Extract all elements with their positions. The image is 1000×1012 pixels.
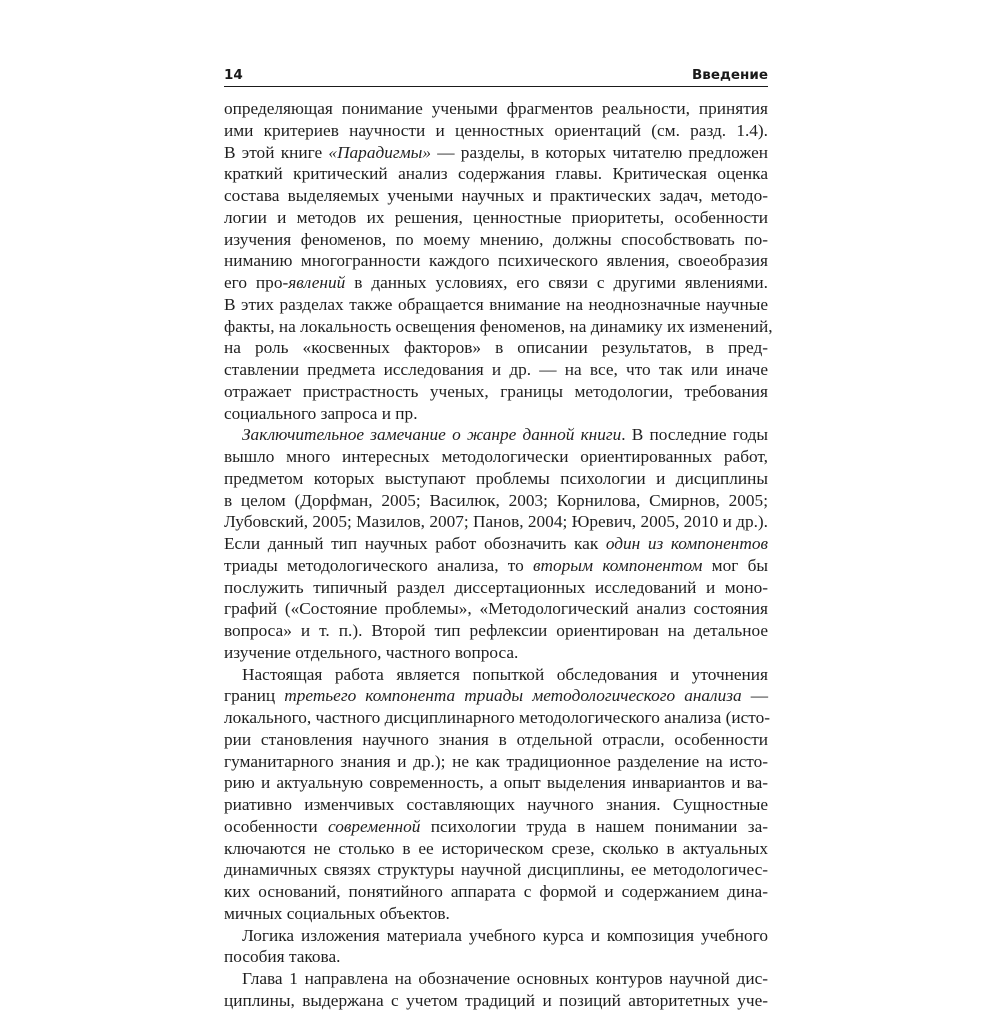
text-segment: изучения феноменов, по моему мнению, должны способствовать по-	[224, 229, 768, 249]
text-segment: вышло много интересных методологически ориентированных работ,	[224, 447, 768, 466]
text-segment: динамичных связях структуры научной дисциплины, ее методологичес-	[224, 860, 768, 880]
text-line	[224, 707, 768, 729]
italic-text: современной	[328, 816, 421, 836]
text-segment: мичных социальных объектов.	[224, 903, 450, 923]
text-segment: его про-	[224, 273, 289, 292]
text-line	[224, 316, 773, 338]
text-line	[224, 990, 768, 1012]
text-segment: краткий критический анализ содержания главы. Критическая оценка	[224, 164, 768, 184]
text-segment: вопроса» и т. п.). Второй тип рефлексии ориентирован на детальное	[224, 621, 768, 640]
text-segment: графий («Состояние проблемы», «Методологический анализ состояния	[224, 599, 768, 619]
text-line	[224, 751, 768, 773]
text-line	[224, 142, 768, 164]
text-segment: —	[741, 686, 769, 706]
text-line	[224, 446, 768, 468]
text-line	[224, 664, 768, 686]
text-segment: риативно изменчивых составляющих научного знания. Сущностные	[224, 795, 768, 814]
text-segment: ставлении предмета исследования и др. — на все, что так или иначе	[224, 360, 768, 379]
text-segment: на роль «косвенных факторов» в описании результатов, в пред-	[224, 338, 768, 358]
italic-text: Заключительное замечание о жанре данной книги	[242, 425, 622, 445]
text-line	[224, 250, 768, 272]
text-line	[224, 903, 768, 925]
text-line	[224, 533, 768, 555]
text-segment: . В последние годы	[621, 425, 769, 445]
text-segment: определяющая понимание учеными фрагментов реальности, принятия	[224, 99, 768, 118]
text-line	[224, 968, 768, 990]
text-segment: рию и актуальную современность, а опыт выделения инвариантов и ва-	[224, 773, 768, 793]
text-line	[224, 620, 768, 642]
text-segment: логии и методов их решения, ценностные приоритеты, особенности	[224, 207, 768, 227]
text-segment: состава выделяемых учеными научных и практических задач, методо-	[224, 186, 768, 205]
text-segment: — разделы, в которых читателю предложен	[430, 142, 768, 162]
text-segment: Если данный тип научных работ обозначить как	[224, 534, 606, 553]
text-segment: Настоящая работа является попыткой обследования и уточнения	[242, 664, 768, 684]
text-segment: рии становления научного знания в отдельной отрасли, особенности	[224, 729, 768, 749]
text-line	[224, 359, 768, 381]
italic-text: третьего компонента триады методологического анализа	[284, 686, 742, 706]
text-line	[224, 816, 768, 838]
text-segment: локального, частного дисциплинарного методологического анализа (исто-	[224, 708, 770, 727]
text-line	[224, 598, 768, 620]
text-line	[224, 490, 768, 512]
text-segment: послужить типичный раздел диссертационных исследований и моно-	[224, 577, 768, 597]
text-segment: границ	[224, 686, 285, 706]
text-segment: в данных условиях, его связи с другими явлениями.	[345, 273, 768, 292]
text-segment: ниманию многогранности каждого психического явления, своеобразия	[224, 251, 768, 271]
text-line	[224, 468, 768, 490]
text-line	[224, 424, 768, 446]
body-text	[224, 98, 773, 1012]
italic-text: один из компонентов	[605, 534, 768, 553]
text-line	[224, 163, 768, 185]
text-segment: в целом (Дорфман, 2005; Василюк, 2003; Корнилова, Смирнов, 2005;	[224, 490, 768, 510]
text-segment: ключаются не столько в ее историческом срезе, сколько в актуальных	[224, 838, 768, 858]
text-line	[224, 859, 768, 881]
text-line	[224, 794, 768, 816]
text-segment: Глава 1 направлена на обозначение основных контуров научной дис-	[242, 969, 768, 988]
text-line	[224, 207, 768, 229]
text-line	[224, 98, 768, 120]
text-line	[224, 511, 768, 533]
text-segment: В этих разделах также обращается внимание на неоднозначные научные	[224, 294, 768, 314]
text-line	[224, 925, 768, 947]
text-segment: ких оснований, понятийного аппарата с формой и содержанием дина-	[224, 882, 768, 901]
text-line	[224, 120, 768, 142]
text-line	[224, 229, 768, 251]
text-segment: Лубовский, 2005; Мазилов, 2007; Панов, 2004; Юревич, 2005, 2010 и др.).	[224, 512, 768, 532]
text-segment: мог бы	[702, 555, 768, 575]
text-line	[224, 272, 768, 294]
text-line	[224, 294, 768, 316]
text-segment: социального запроса и пр.	[224, 403, 418, 423]
italic-text: вторым компонентом	[533, 555, 703, 575]
italic-text: «Парадигмы»	[328, 142, 431, 162]
text-line	[224, 838, 768, 860]
text-line	[224, 685, 768, 707]
text-segment: отражает пристрастность ученых, границы методологии, требования	[224, 381, 768, 401]
text-segment: факты, на локальность освещения феноменов, на динамику их изменений,	[224, 316, 773, 336]
text-segment: особенности	[224, 816, 329, 836]
text-segment: В этой книге	[224, 142, 329, 162]
text-segment: гуманитарного знания и др.); не как традиционное разделение на исто-	[224, 751, 768, 771]
text-segment: пособия такова.	[224, 947, 341, 967]
text-segment: ими критериев научности и ценностных ориентаций (см. разд. 1.4).	[224, 120, 768, 140]
text-segment: предметом которых выступают проблемы психологии и дисциплины	[224, 468, 768, 488]
page-number: 14	[224, 67, 243, 83]
italic-text: явлений	[288, 273, 346, 292]
text-line	[224, 337, 768, 359]
text-line	[224, 555, 768, 577]
page-header	[224, 64, 768, 87]
text-line	[224, 577, 768, 599]
text-segment: психологии труда в нашем понимании за-	[420, 816, 768, 836]
text-line	[224, 946, 768, 968]
text-line	[224, 881, 768, 903]
text-segment: Логика изложения материала учебного курса и композиция учебного	[242, 925, 768, 945]
text-line	[224, 772, 768, 794]
text-segment: циплины, выдержана с учетом традиций и позиций авторитетных уче-	[224, 990, 768, 1010]
text-line	[224, 381, 768, 403]
text-line	[224, 185, 768, 207]
running-title: Введение	[692, 67, 768, 83]
text-line	[224, 729, 768, 751]
text-segment: изучение отдельного, частного вопроса.	[224, 642, 519, 662]
text-line	[224, 403, 768, 425]
text-line	[224, 642, 768, 664]
text-segment: триады методологического анализа, то	[224, 555, 534, 575]
